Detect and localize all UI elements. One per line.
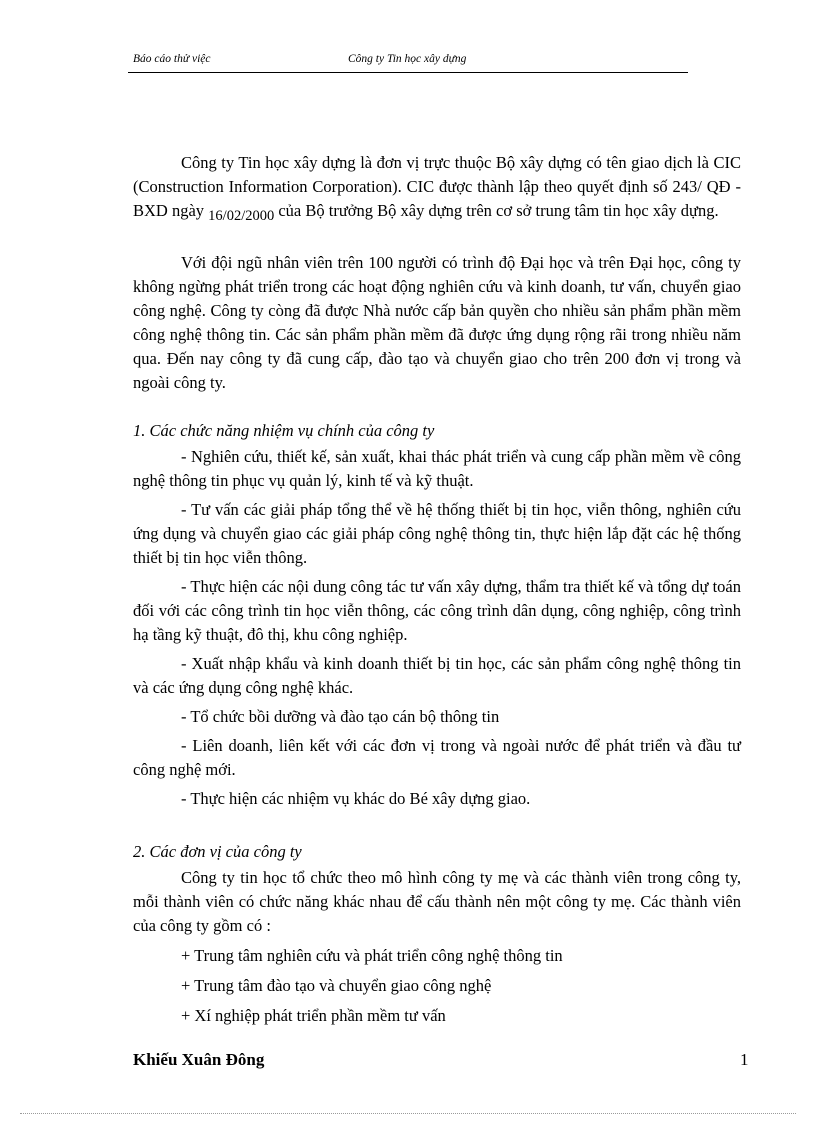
- section-2-heading: 2. Các đơn vị của công ty: [133, 842, 302, 861]
- intro-paragraph-2: Với đội ngũ nhân viên trên 100 người có trình độ Đại học và trên Đại học, công ty không ngừng phát triển trong các hoạt động nghiên cứu và kinh doanh, tư vấn, chuyển giao công nghệ. Công ty còng đã được Nhà nước cấp bản quyền cho nhiều sản phẩm phần mềm công nghệ thông tin. Các sản phẩm phần mềm đã được ứng dụng rộng rãi trong nhiều năm qua. Đến nay công ty đã cung cấp, đào tạo và chuyển giao cho trên 200 đơn vị trong và ngoài công ty.: [133, 253, 741, 392]
- header-report-title: Báo cáo thử việc: [133, 53, 211, 65]
- duty-item: - Tư vấn các giải pháp tổng thể về hệ thống thiết bị tin học, viễn thông, nghiên cứu ứng dụng và chuyển giao các giải pháp công nghệ thông tin, thực hiện lắp đặt các hệ thống thiết bị tin học viễn thông.: [133, 500, 741, 567]
- duty-item: - Liên doanh, liên kết với các đơn vị trong và ngoài nước để phát triển và đầu tư công nghệ mới.: [133, 736, 741, 779]
- footer-author: Khiếu Xuân Đông: [133, 1050, 265, 1069]
- page-bottom-divider: [20, 1113, 796, 1114]
- unit-item: + Xí nghiệp phát triển phần mềm tư vấn: [181, 1006, 446, 1025]
- header-divider: [128, 72, 688, 73]
- intro-paragraph-1: [133, 151, 741, 224]
- duty-item: - Xuất nhập khẩu và kinh doanh thiết bị tin học, các sản phẩm công nghệ thông tin và các ứng dụng công nghệ khác.: [133, 654, 741, 697]
- intro-text-b: của Bộ trưởng Bộ xây dựng trên cơ sở trung tâm tin học xây dựng.: [274, 201, 719, 220]
- duty-item: - Tổ chức bồi dưỡng và đào tạo cán bộ thông tin: [181, 707, 500, 726]
- duty-item: - Nghiên cứu, thiết kế, sản xuất, khai thác phát triển và cung cấp phần mềm về công nghệ thông tin phục vụ quản lý, kinh tế và kỹ thuật.: [133, 447, 741, 490]
- intro-text-a: Công ty Tin học xây dựng là đơn vị trực thuộc Bộ xây dựng có tên giao dịch là CIC (Construction Information Corporation). CIC được thành lập theo quyết định số 243/ QĐ - BXD ngày: [133, 153, 741, 220]
- duty-item: - Thực hiện các nhiệm vụ khác do Bé xây dựng giao.: [181, 789, 531, 808]
- decision-date: 16/02/2000: [208, 208, 275, 224]
- page-number: 1: [740, 1050, 749, 1069]
- section-2-intro: Công ty tin học tổ chức theo mô hình công ty mẹ và các thành viên trong công ty, mỗi thành viên có chức năng khác nhau để cấu thành nên một công ty mẹ. Các thành viên của công ty gồm có :: [133, 868, 741, 935]
- duty-item: - Thực hiện các nội dung công tác tư vấn xây dựng, thẩm tra thiết kế và tổng dự toán đối với các công trình tin học viễn thông, các công trình dân dụng, công nghiệp, công trình hạ tầng kỹ thuật, đô thị, khu công nghiệp.: [133, 577, 741, 644]
- document-body: [133, 151, 741, 1034]
- unit-item: + Trung tâm đào tạo và chuyển giao công nghệ: [181, 976, 492, 995]
- header-company-name: Công ty Tin học xây dựng: [348, 53, 467, 65]
- section-1-heading: 1. Các chức năng nhiệm vụ chính của công ty: [133, 421, 435, 440]
- page-header: [133, 53, 693, 69]
- unit-item: + Trung tâm nghiên cứu và phát triển công nghệ thông tin: [181, 946, 563, 965]
